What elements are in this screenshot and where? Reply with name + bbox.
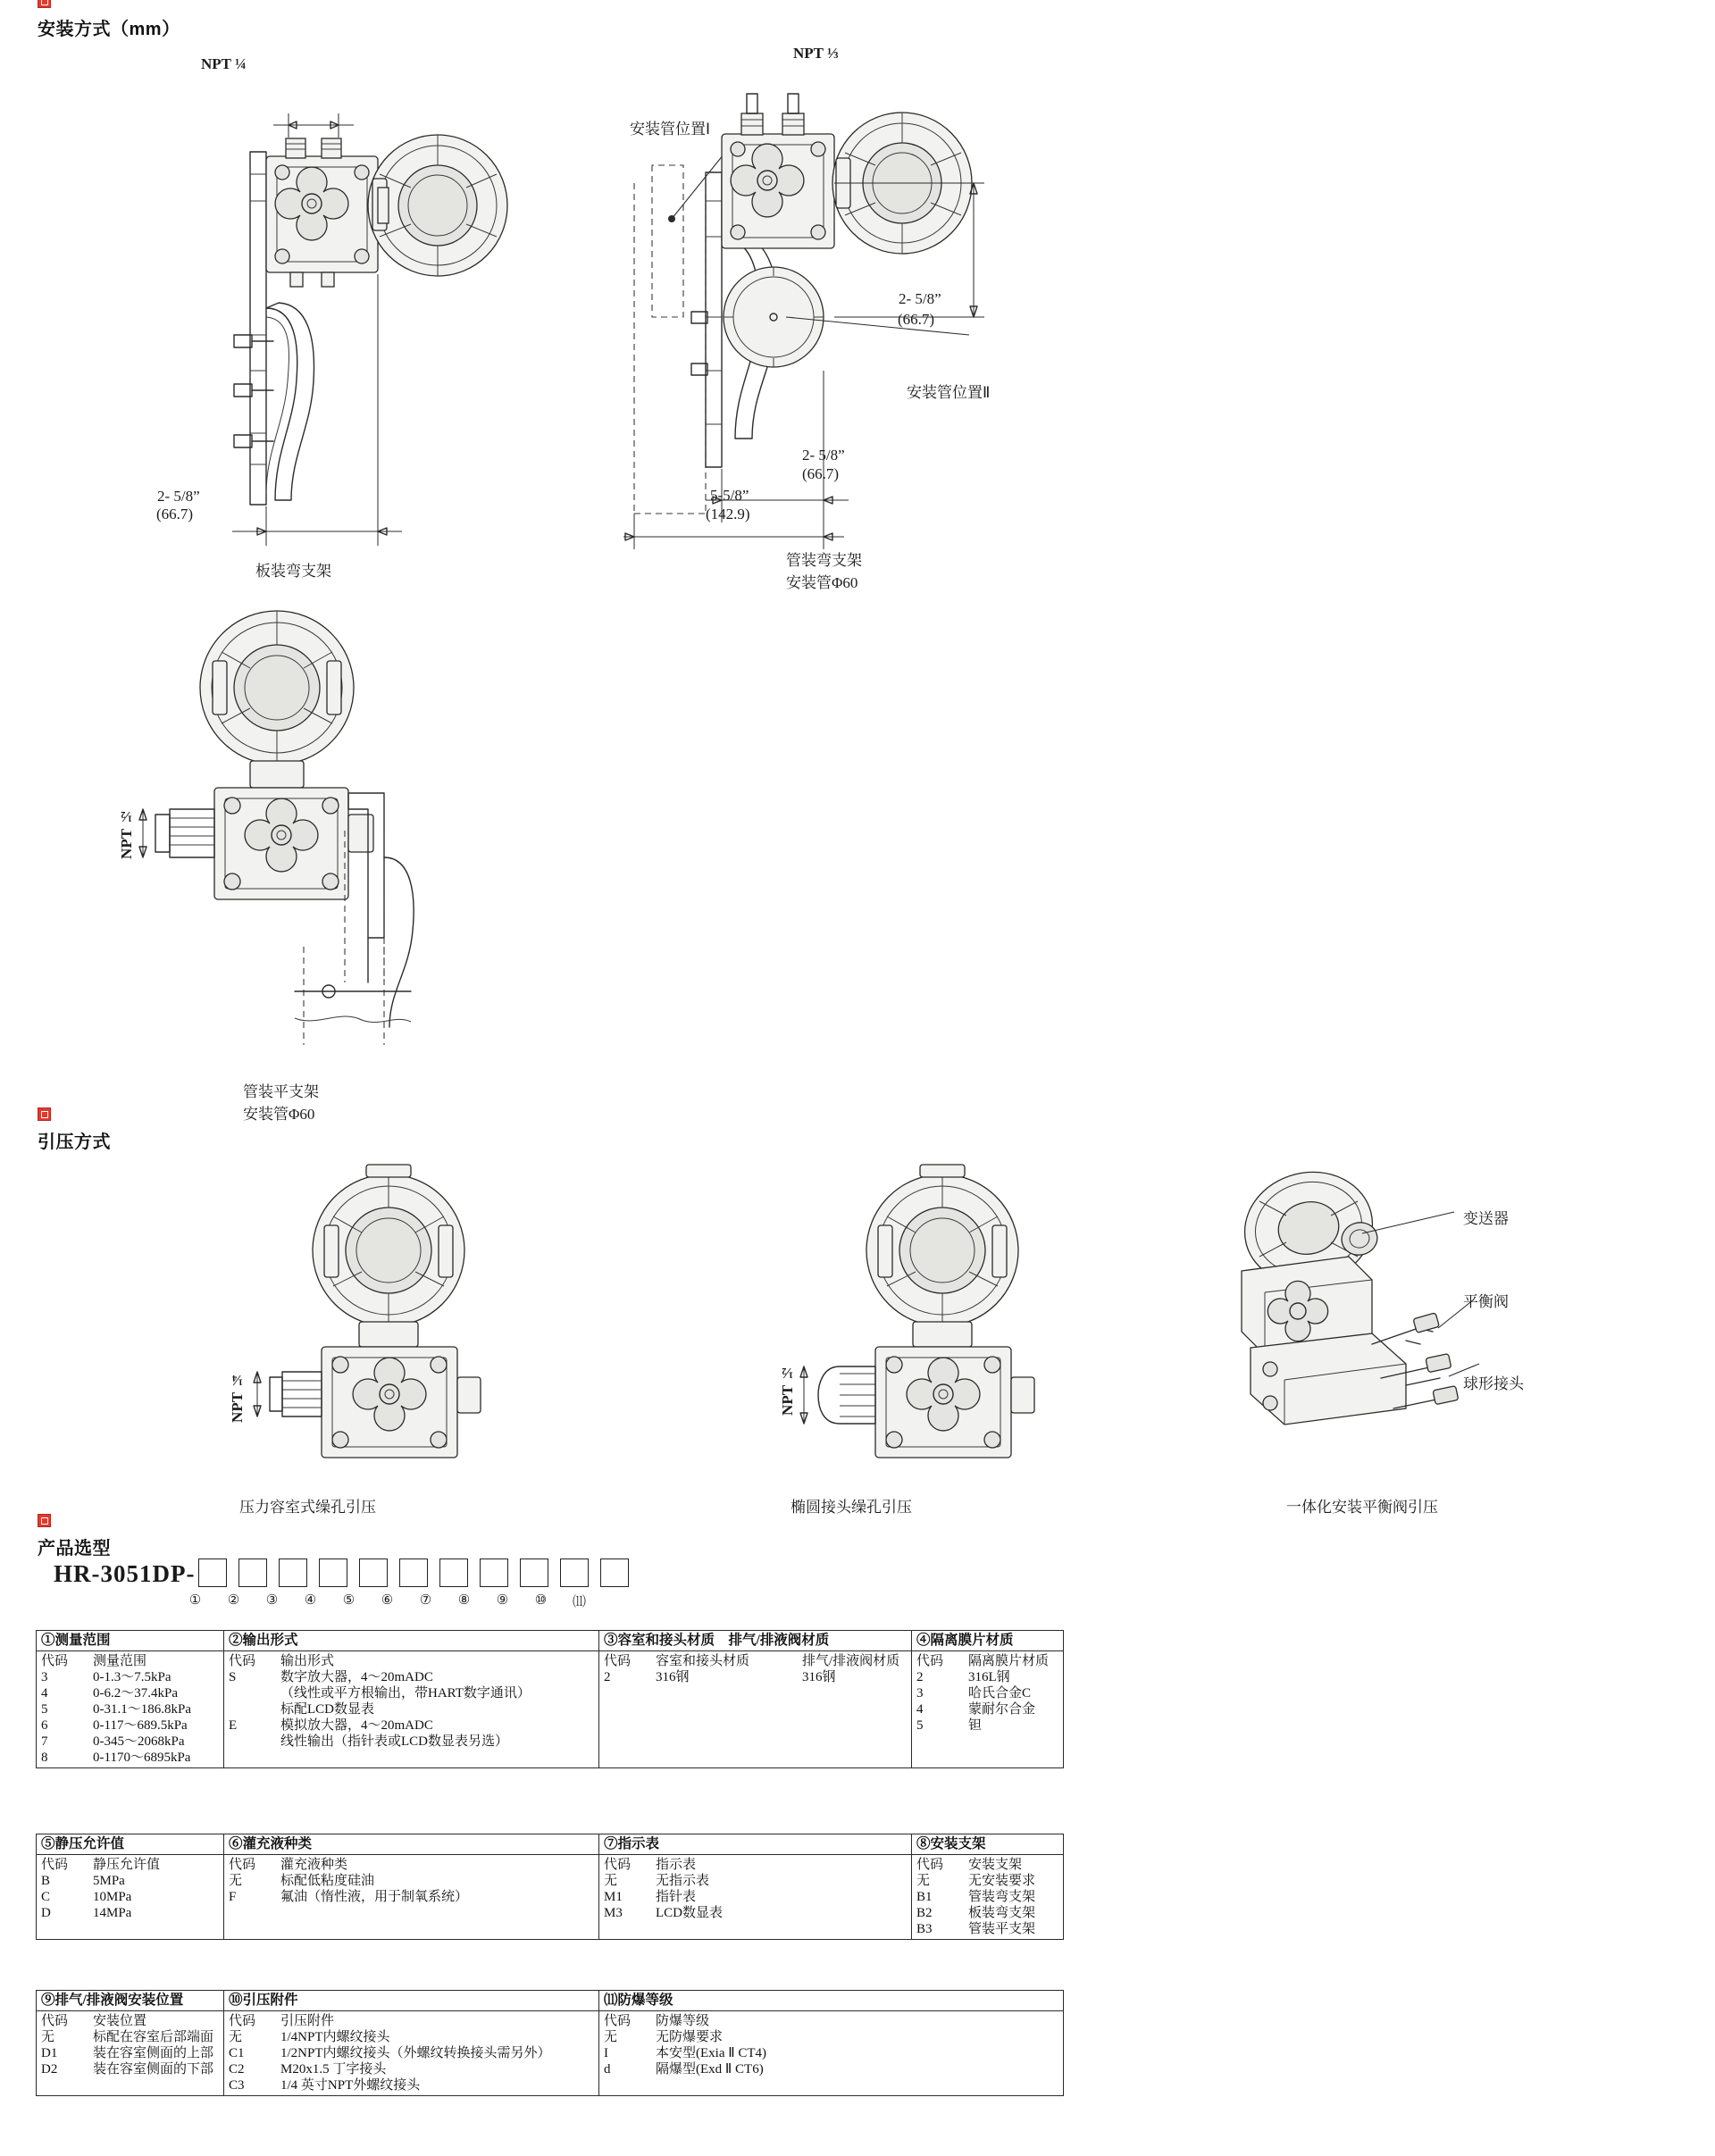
group-title-static-pressure: ⑤静压允许值 (37, 1834, 224, 1855)
cell-value: 14MPa (93, 1905, 132, 1920)
cell-value: 1/2NPT内螺纹接头（外螺纹转换接头需另外） (280, 2045, 551, 2060)
model-marker-3: ③ (265, 1593, 279, 1608)
cell-code: C1 (229, 2045, 245, 2060)
spec-table-row-2 (36, 1834, 1064, 1940)
group-body-pressure-accessories (224, 2010, 599, 2095)
group-title-vent-valve-position: ⑨排气/排液阀安装位置 (37, 1991, 224, 2011)
model-box-1[interactable] (198, 1559, 227, 1587)
model-marker-7: ⑦ (419, 1593, 432, 1608)
cell-value: 无防爆要求 (656, 2029, 724, 2044)
group-body-output-form (224, 1650, 599, 1767)
cell-value: 装在容室侧面的下部 (93, 2061, 214, 2077)
cell-code: 7 (41, 1734, 48, 1749)
cell-value: 标配低粘度硅油 (280, 1873, 375, 1888)
group-title-pressure-accessories: ⑩引压附件 (224, 1991, 599, 2011)
cell-value: LCD数显表 (656, 1905, 724, 1920)
cell-code: 5 (41, 1701, 48, 1717)
label-npt-flange: NPT ¼ (229, 1372, 246, 1423)
model-marker-8: ⑧ (457, 1593, 471, 1608)
label-dim-panel: 2- 5/8” (157, 488, 200, 505)
cell-code: C2 (229, 2061, 245, 2077)
group-title-mounting-bracket: ⑧安装支架 (912, 1834, 1064, 1855)
model-marker-9: ⑨ (496, 1593, 509, 1608)
col-header-code: 代码 (229, 2013, 256, 2028)
col-header-value: 安装支架 (968, 1857, 1023, 1872)
group-body-explosion-proof (599, 2010, 1064, 2095)
cell-value: 哈氏合金C (968, 1685, 1032, 1701)
col-header-value: 容室和接头材质 (656, 1653, 750, 1668)
label-dim-h2-pipe: 5-5/8” (710, 487, 749, 504)
cell-code: 无 (41, 2029, 55, 2044)
model-marker-5: ⑤ (342, 1593, 356, 1608)
cell-code: 无 (604, 1873, 618, 1888)
cell-code: 4 (916, 1701, 924, 1717)
cell-value: 数字放大器，4～20mADC (280, 1669, 433, 1684)
cell-code: 8 (41, 1750, 48, 1765)
group-body-indicator (599, 1854, 912, 1939)
figure-integrated-manifold (1206, 1157, 1563, 1469)
cell-value: 0-1170～6895kPa (93, 1750, 191, 1765)
caption-pipe-flat-bracket: 管装平支架 (243, 1083, 319, 1100)
cell-value: 模拟放大器，4～20mADC (280, 1717, 433, 1733)
model-marker-row (176, 1592, 598, 1610)
spec-table-row-1 (36, 1630, 1064, 1768)
model-box-7[interactable] (439, 1559, 468, 1587)
col-header-value: 引压附件 (280, 2013, 335, 2028)
group-body-static-pressure (37, 1854, 224, 1939)
cell-value: 0-1.3～7.5kPa (93, 1669, 172, 1684)
col-header-code: 代码 (41, 1653, 69, 1668)
cell-value: 316L钢 (968, 1669, 1010, 1684)
cell-value: 0-117～689.5kPa (93, 1717, 188, 1733)
model-box-4[interactable] (319, 1559, 347, 1587)
label-npt-pipe-bent: NPT ⅓ (793, 45, 839, 62)
col-header-code: 代码 (41, 2013, 69, 2028)
cell-value: 标配LCD数显表 (280, 1701, 375, 1717)
cell-value: 管装平支架 (968, 1921, 1036, 1936)
label-npt-oval: NPT ½ (779, 1365, 796, 1416)
model-marker-2: ② (227, 1593, 240, 1608)
cell-code: F (229, 1889, 237, 1904)
cell-code: D2 (41, 2061, 58, 2077)
label-dim-h1-pipe: 2- 5/8” (802, 447, 845, 464)
cell-value: 1/4NPT内螺纹接头 (280, 2029, 390, 2044)
caption-pipe-bent-bracket-2: 安装管Φ60 (786, 574, 858, 591)
model-marker-6: ⑥ (381, 1593, 394, 1608)
model-box-8[interactable] (480, 1559, 508, 1587)
cell-code (229, 1685, 280, 1701)
cell-code: 无 (229, 1873, 243, 1888)
cell-value: 钽 (968, 1717, 983, 1733)
col-header-value: 隔离膜片材质 (968, 1653, 1050, 1668)
cell-code: d (604, 2061, 611, 2077)
model-box-10[interactable] (560, 1559, 589, 1587)
cell-value: 线性输出（指针表或LCD数显表另选） (280, 1734, 509, 1749)
cell-code: B2 (916, 1905, 933, 1920)
cell-value: 板装弯支架 (968, 1905, 1036, 1920)
group-body-fill-fluid (224, 1854, 599, 1939)
cell-value: 本安型(Exia Ⅱ CT4) (656, 2045, 767, 2060)
callout-balance-valve: 平衡阀 (1463, 1293, 1509, 1310)
cell-code: S (229, 1669, 237, 1684)
figure-oval-joint-drilled (777, 1152, 1108, 1483)
label-dim-h1-pipe-mm: (66.7) (802, 465, 840, 482)
cell-code: M3 (604, 1905, 623, 1920)
col-header-code: 代码 (916, 1653, 944, 1668)
section-title-mounting: 安装方式（mm） (38, 20, 180, 39)
section-marker-model (38, 1514, 51, 1527)
caption-pipe-bent-bracket: 管装弯支架 (786, 552, 862, 569)
table-row (37, 1991, 1064, 2011)
cell-value: 氟油（惰性液，用于制氧系统） (280, 1889, 469, 1904)
cell-code: I (604, 2045, 608, 2060)
section-title-model: 产品选型 (38, 1539, 111, 1559)
cell-value: 0-6.2～37.4kPa (93, 1685, 178, 1701)
cell-value: 5MPa (93, 1873, 125, 1888)
cell-code (229, 1734, 280, 1750)
cell-code: B3 (916, 1921, 933, 1936)
label-pipe-position-1: 安装管位置Ⅰ (630, 121, 711, 138)
caption-pipe-flat-bracket-2: 安装管Φ60 (243, 1106, 315, 1123)
cell-code: D1 (41, 2045, 58, 2060)
cell-code: C3 (229, 2077, 245, 2093)
cell-code: B1 (916, 1889, 933, 1904)
model-box-6[interactable] (399, 1559, 428, 1587)
caption-panel-bracket: 板装弯支架 (255, 563, 331, 580)
figure-flange-drilled (223, 1152, 554, 1483)
model-code-row (54, 1559, 640, 1587)
group-body-chamber-material (599, 1650, 912, 1767)
table-row (37, 2010, 1064, 2095)
group-body-vent-valve-position (37, 2010, 224, 2095)
label-dim-vert-pipe-mm: (66.7) (898, 311, 935, 328)
group-title-measuring-range: ①测量范围 (37, 1631, 224, 1651)
col-header-code: 代码 (916, 1857, 944, 1872)
table-row (37, 1650, 1064, 1767)
section-marker-mounting (38, 0, 51, 8)
cell-code: 无 (604, 2029, 618, 2044)
model-marker-10: ⑩ (534, 1593, 548, 1608)
cell-value: 1/4 英寸NPT外螺纹接头 (280, 2077, 421, 2093)
model-box-11[interactable] (600, 1559, 629, 1587)
col-header-value: 安装位置 (93, 2013, 147, 2028)
cell-code: C (41, 1889, 51, 1904)
model-marker-1: ① (188, 1593, 202, 1608)
col-header-code: 代码 (604, 2013, 632, 2028)
cell-code: 5 (916, 1717, 924, 1733)
callout-transmitter: 变送器 (1463, 1210, 1509, 1227)
model-box-9[interactable] (520, 1559, 548, 1587)
cell-value: 标配在容室后部端面 (93, 2029, 214, 2044)
group-title-diaphragm-material: ④隔离膜片材质 (912, 1631, 1064, 1651)
cell-code: M1 (604, 1889, 623, 1904)
cell-value: 管装弯支架 (968, 1889, 1036, 1904)
cell-code: 3 (41, 1669, 48, 1684)
cell-value: 隔爆型(Exd Ⅱ CT6) (656, 2061, 764, 2077)
cell-code: 无 (229, 2029, 243, 2044)
table-row (37, 1631, 1064, 1651)
col-header-code: 代码 (604, 1653, 632, 1668)
label-npt-flat: NPT ½ (118, 808, 135, 859)
col-header-value: 指示表 (656, 1857, 697, 1872)
cell-code (229, 1701, 280, 1717)
cell-value: 无指示表 (656, 1873, 710, 1888)
group-body-mounting-bracket (912, 1854, 1064, 1939)
col-header-value: 防爆等级 (656, 2013, 710, 2028)
callout-ball-joint: 球形接头 (1463, 1375, 1524, 1392)
model-box-2[interactable] (238, 1559, 267, 1587)
cell-value: 无安装要求 (968, 1873, 1036, 1888)
col-header-code: 代码 (41, 1857, 69, 1872)
label-pipe-position-2: 安装管位置Ⅱ (907, 384, 991, 401)
col-header-value: 测量范围 (93, 1653, 147, 1668)
caption-oval-joint-drilled: 椭圆接头缲孔引压 (791, 1499, 912, 1516)
model-box-5[interactable] (359, 1559, 388, 1587)
model-marker-4: ④ (304, 1593, 317, 1608)
section-title-pressure: 引压方式 (38, 1132, 111, 1152)
group-title-fill-fluid: ⑥灌充液种类 (224, 1834, 599, 1855)
cell-value-2: 316钢 (802, 1669, 836, 1684)
cell-code: 2 (604, 1669, 611, 1684)
group-body-diaphragm-material (912, 1650, 1064, 1767)
cell-value: 0-31.1～186.8kPa (93, 1701, 191, 1717)
cell-value: 316钢 (656, 1669, 690, 1684)
col-header-value-2: 排气/排液阀材质 (802, 1653, 900, 1668)
model-marker-11: ⑾ (572, 1595, 586, 1609)
cell-code: 4 (41, 1685, 48, 1701)
caption-integrated-manifold: 一体化安装平衡阀引压 (1286, 1499, 1438, 1516)
label-npt-panel: NPT ¼ (201, 55, 247, 72)
cell-value: 蒙耐尔合金 (968, 1701, 1036, 1717)
cell-value: 0-345～2068kPa (93, 1734, 185, 1749)
cell-value: 装在容室侧面的上部 (93, 2045, 214, 2060)
col-header-code: 代码 (229, 1653, 256, 1668)
label-dim-vert-pipe: 2- 5/8” (899, 290, 941, 307)
col-header-value: 静压允许值 (93, 1857, 161, 1872)
cell-code: 无 (916, 1873, 931, 1888)
group-title-indicator: ⑦指示表 (599, 1834, 912, 1855)
model-prefix: HR-3051DP- (54, 1560, 196, 1587)
cell-code: 6 (41, 1717, 48, 1733)
col-header-value: 灌充液种类 (280, 1857, 348, 1872)
cell-code: 3 (916, 1685, 924, 1701)
group-title-chamber-material: ③容室和接头材质 排气/排液阀材质 (599, 1631, 912, 1651)
col-header-code: 代码 (229, 1857, 256, 1872)
group-title-explosion-proof: ⑾防爆等级 (599, 1991, 1064, 2011)
model-box-3[interactable] (279, 1559, 307, 1587)
group-title-output-form: ②输出形式 (224, 1631, 599, 1651)
cell-code: E (229, 1717, 238, 1733)
label-dim-panel-mm: (66.7) (156, 506, 194, 522)
cell-value: （线性或平方根输出，带HART数字通讯） (280, 1685, 531, 1701)
cell-value: 指针表 (656, 1889, 697, 1904)
cell-value: 10MPa (93, 1889, 132, 1904)
col-header-value: 输出形式 (280, 1653, 335, 1668)
section-marker-pressure (38, 1107, 51, 1121)
col-header-code: 代码 (604, 1857, 632, 1872)
table-row (37, 1834, 1064, 1855)
figure-pipe-flat-bracket (116, 563, 491, 1063)
caption-flange-drilled: 压力容室式缲孔引压 (239, 1499, 376, 1516)
cell-code: 2 (916, 1669, 924, 1684)
cell-code: D (41, 1905, 51, 1920)
spec-table-row-3 (36, 1990, 1064, 2096)
label-dim-h2-pipe-mm: (142.9) (706, 506, 750, 522)
table-row (37, 1854, 1064, 1939)
group-body-measuring-range (37, 1650, 224, 1767)
cell-code: B (41, 1873, 51, 1888)
cell-value: M20x1.5 丁字接头 (280, 2061, 387, 2077)
